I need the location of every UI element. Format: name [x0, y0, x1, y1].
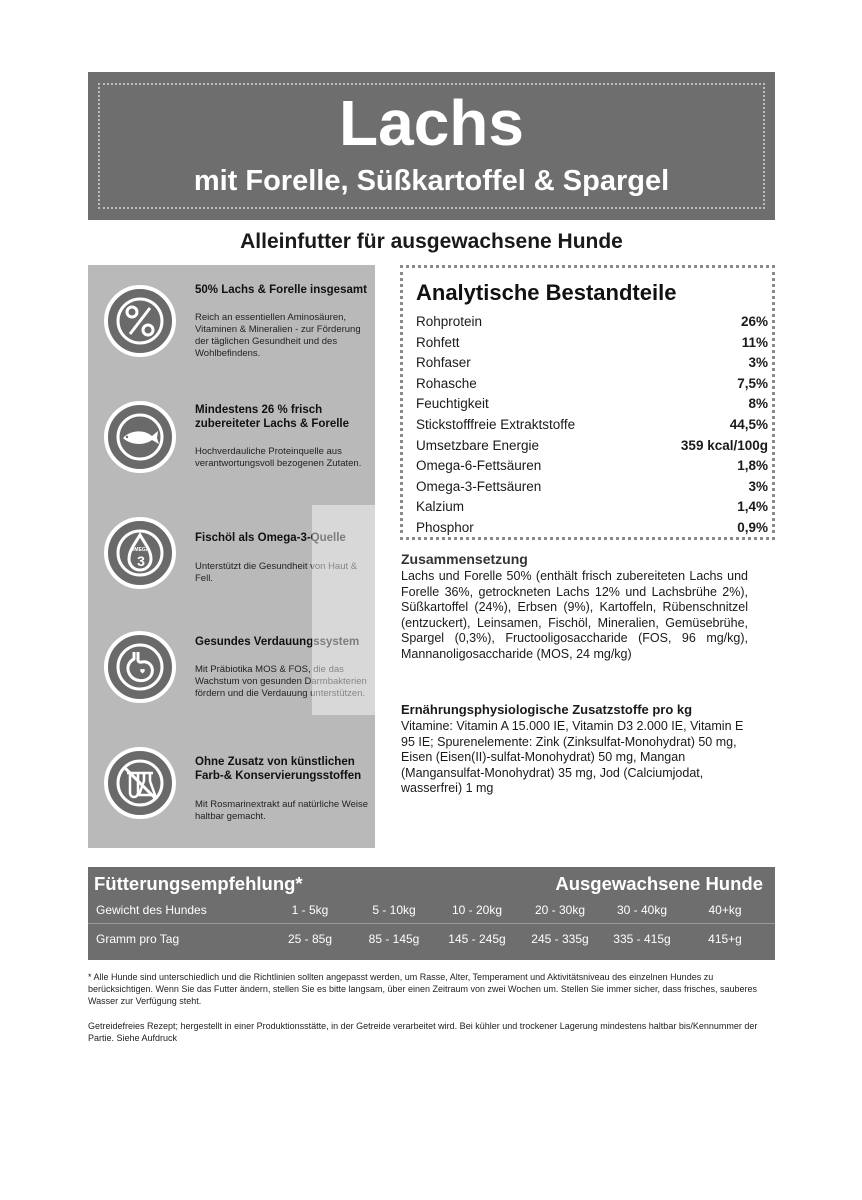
analytics-value: 0,9% [737, 520, 768, 535]
feeding-amount-cell: 25 - 85g [287, 932, 333, 946]
analytics-row [416, 477, 768, 497]
watermark-overlay [312, 505, 404, 715]
feeding-weight-cell: 5 - 10kg [372, 903, 416, 917]
feeding-weight-cell: 30 - 40kg [616, 903, 668, 917]
analytics-label: Phosphor [416, 520, 474, 535]
omega-label: OMEGA [130, 547, 150, 553]
stomach-icon [104, 631, 176, 703]
analytics-value: 3% [748, 478, 768, 494]
analytics-value: 359 kcal/100g [680, 437, 768, 453]
analytics-label: Rohfett [416, 334, 460, 350]
analytics-label: Feuchtigkeit [416, 396, 489, 412]
feeding-amount-cell: 145 - 245g [448, 932, 506, 946]
analytics-label: Stickstofffreie Extraktstoffe [416, 417, 576, 432]
storage-note: Getreidefreies Rezept; hergestellt in einer Produktionsstätte, in der Getreide verarbeitet wird. Bei kühler und trockener Lagerung mindestens haltbar bis/Kennummer der Partie. Siehe Aufdruck [88, 1021, 758, 1043]
omega-number: 3 [137, 553, 145, 569]
analytics-label: Rohprotein [416, 314, 483, 329]
analytics-row [416, 497, 768, 517]
feeding-weight-label: Gewicht des Hundes [96, 903, 207, 917]
feeding-amount-cell: 85 - 145g [368, 932, 420, 946]
analytics-value: 7,5% [737, 375, 768, 391]
feature-title: Mindestens 26 % frisch zubereiteter Lachs & Forelle [195, 404, 350, 430]
no-chemicals-icon [104, 747, 176, 819]
analytics-value: 26% [740, 314, 768, 329]
analytics-row [416, 374, 768, 394]
analytics-label: Rohasche [416, 375, 477, 391]
feature-text: Hochverdauliche Proteinquelle aus verantwortungsvoll bezogenen Zutaten. [195, 446, 362, 469]
feeding-amount-cell: 245 - 335g [531, 932, 589, 946]
product-header [88, 72, 775, 220]
analytics-row [416, 353, 768, 373]
feature-text: Mit Rosmarinextrakt auf natürliche Weise haltbar gemacht. [195, 799, 368, 822]
product-title: Lachs [339, 87, 524, 159]
feature-title: Gesundes Verdauungssystem [195, 636, 360, 648]
omega-3-drop-icon [104, 517, 176, 589]
analytics-label: Omega-3-Fettsäuren [416, 478, 542, 494]
feature-title: 50% Lachs & Forelle insgesamt [195, 284, 367, 296]
analytics-value: 3% [748, 355, 768, 371]
analytics-value: 1,8% [737, 458, 768, 474]
feeding-subtitle: Ausgewachsene Hunde [555, 873, 763, 894]
feeding-amount-cell: 415+g [708, 932, 742, 946]
composition-text: Lachs und Forelle 50% (enthält frisch zubereiteten Lachs und Forelle 36%, getrockneten Lachs 12% und Lachsbrühe 2%), Süßkartoffel (24%), Erbsen (9%), Kartoffeln, Rübenschnitzel (entzuckert), Leinsamen, Fischöl, Mineralien, Gemüsebrühe, Spargel (0,3%), Fructooligosaccharide (FOS, 96 mg/kg), Mannanoligosaccharide (MOS, 24 mg/kg) [401, 569, 748, 661]
feeding-weight-cell: 40+kg [708, 903, 742, 917]
analytics-row [416, 436, 768, 456]
product-tagline: Alleinfutter für ausgewachsene Hunde [240, 230, 623, 253]
analytics-row [416, 333, 768, 353]
feeding-amount-cell: 335 - 415g [613, 932, 671, 946]
additives-title: Ernährungsphysiologische Zusatzstoffe pro kg [401, 702, 693, 717]
analytics-row [416, 456, 768, 476]
feeding-weight-cell: 20 - 30kg [534, 903, 586, 917]
analytics-value: 44,5% [729, 417, 768, 432]
feeding-amount-row [88, 925, 775, 953]
feeding-weight-row [88, 896, 775, 924]
additives-text: Vitamine: Vitamin A 15.000 IE, Vitamin D3 2.000 IE, Vitamin E 95 IE; Spurenelemente: Zink (Zinksulfat-Monohydrat) 50 mg, Eisen (Eisen(II)-sulfat-Monohydrat) 50 mg, Mangan (Mangansulfat-Monohydrat) 35 mg, Jod (Calciumjodat, wasserfrei) 1 mg [401, 719, 744, 795]
feature-text: Reich an essentiellen Aminosäuren, Vitaminen & Mineralien - zur Förderung der täglichen Gesundheit und des Wohlbefindens. [195, 312, 361, 359]
feeding-weight-cell: 10 - 20kg [451, 903, 503, 917]
feature-title: Ohne Zusatz von künstlichen Farb-& Konservierungsstoffen [195, 756, 362, 782]
feeding-title: Fütterungsempfehlung* [94, 873, 303, 894]
analytics-value: 11% [741, 334, 768, 350]
analytics-label: Kalzium [416, 499, 465, 515]
feeding-table [88, 867, 775, 960]
analytics-row [416, 394, 768, 414]
analytics-row [416, 312, 768, 332]
feature-text: Unterstützt die Gesundheit von Haut & Fell. [195, 561, 358, 584]
composition-title: Zusammensetzung [401, 551, 528, 567]
analytics-title: Analytische Bestandteile [416, 280, 677, 305]
analytics-value: 1,4% [737, 499, 768, 515]
analytics-value: 8% [748, 396, 768, 412]
feeding-amount-label: Gramm pro Tag [96, 932, 180, 946]
feature-text: Mit Präbiotika MOS & FOS, die das Wachstum von gesunden Darmbakterien fördern und die Verdauung unterstützen. [195, 664, 367, 699]
percent-icon [104, 285, 176, 357]
analytics-label: Omega-6-Fettsäuren [416, 458, 542, 474]
analytics-label: Umsetzbare Energie [416, 437, 540, 453]
feeding-footnote: * Alle Hunde sind unterschiedlich und die Richtlinien sollten angepasst werden, um Rasse, Alter, Temperament und Aktivitätsniveau des einzelnen Hundes zu berücksichtigen. Wenn Sie das Futter ändern, stellen Sie es bitte langsam, über einen Zeitraum von zwei Wochen um. Stellen Sie immer sicher, dass frisches, sauberes Wasser zur Verfügung steht. [88, 972, 757, 1006]
fish-icon [104, 401, 176, 473]
analytics-box [400, 265, 775, 540]
product-subtitle: mit Forelle, Süßkartoffel & Spargel [193, 165, 670, 197]
analytics-row [416, 518, 768, 538]
feeding-weight-cell: 1 - 5kg [291, 903, 329, 917]
feature-title: Fischöl als Omega-3-Quelle [195, 532, 346, 544]
analytics-label: Rohfaser [416, 355, 471, 371]
analytics-row [416, 415, 768, 435]
